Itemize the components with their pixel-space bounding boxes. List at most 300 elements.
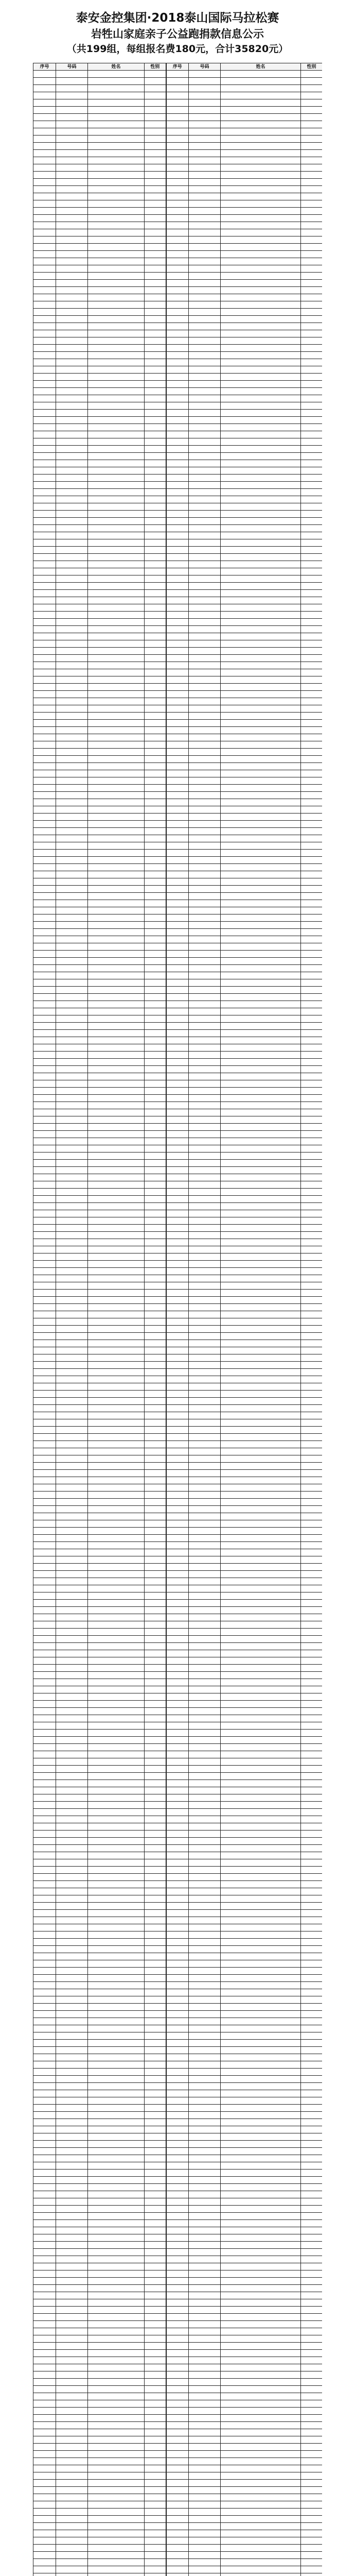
table-row xyxy=(33,121,323,128)
table-row xyxy=(33,2119,323,2126)
table-cell xyxy=(221,2227,301,2234)
table-cell xyxy=(166,1239,189,1246)
table-cell xyxy=(33,323,56,330)
table-cell xyxy=(189,1578,221,1585)
table-cell xyxy=(33,1816,56,1823)
table-cell xyxy=(189,1852,221,1859)
table-cell xyxy=(145,2487,166,2494)
table-cell xyxy=(221,107,301,114)
table-cell xyxy=(56,2307,88,2314)
table-cell xyxy=(88,2386,145,2393)
table-cell xyxy=(221,1427,301,1434)
table-cell xyxy=(145,2285,166,2292)
table-cell xyxy=(145,121,166,128)
table-row xyxy=(33,1196,323,1203)
table-cell xyxy=(221,381,301,388)
table-cell xyxy=(56,1203,88,1210)
table-row xyxy=(33,482,323,489)
table-cell xyxy=(56,71,88,78)
table-cell xyxy=(88,1924,145,1931)
table-cell xyxy=(189,1996,221,2004)
table-cell xyxy=(221,1181,301,1189)
table-cell xyxy=(301,1174,323,1181)
table-cell xyxy=(189,1975,221,1982)
table-cell xyxy=(56,1008,88,1015)
table-cell xyxy=(33,1311,56,1318)
table-cell xyxy=(189,511,221,518)
table-row xyxy=(33,2004,323,2011)
table-cell xyxy=(301,1391,323,1398)
table-cell xyxy=(189,1160,221,1167)
table-cell xyxy=(145,1542,166,1549)
table-cell xyxy=(145,395,166,402)
table-cell xyxy=(88,337,145,345)
table-cell xyxy=(166,1311,189,1318)
table-cell xyxy=(88,1867,145,1874)
table-cell xyxy=(189,1809,221,1816)
table-cell xyxy=(88,756,145,763)
table-cell xyxy=(145,1052,166,1059)
table-cell xyxy=(221,309,301,316)
table-cell xyxy=(221,857,301,864)
table-cell xyxy=(166,1960,189,1968)
table-cell xyxy=(145,720,166,727)
table-cell xyxy=(56,958,88,965)
table-cell xyxy=(33,900,56,907)
table-row xyxy=(33,2011,323,2018)
table-cell xyxy=(166,323,189,330)
table-row xyxy=(33,2256,323,2263)
table-cell xyxy=(145,1066,166,1073)
table-row xyxy=(33,229,323,236)
table-cell xyxy=(189,2393,221,2400)
table-row xyxy=(33,1203,323,1210)
table-row xyxy=(33,2552,323,2559)
table-cell xyxy=(301,1167,323,1174)
table-cell xyxy=(56,814,88,821)
table-cell xyxy=(56,2335,88,2343)
table-cell xyxy=(145,1794,166,1802)
table-cell xyxy=(56,1376,88,1383)
table-cell xyxy=(145,2025,166,2032)
table-row xyxy=(33,1686,323,1693)
table-cell xyxy=(88,2213,145,2220)
table-cell xyxy=(88,2227,145,2234)
table-cell xyxy=(56,446,88,453)
table-row xyxy=(33,907,323,914)
table-cell xyxy=(145,92,166,99)
table-cell xyxy=(56,1528,88,1535)
table-cell xyxy=(189,2090,221,2097)
table-cell xyxy=(166,2415,189,2422)
table-cell xyxy=(166,648,189,655)
table-cell xyxy=(56,1153,88,1160)
table-cell xyxy=(88,374,145,381)
table-cell xyxy=(145,1881,166,1888)
table-cell xyxy=(301,878,323,886)
table-cell xyxy=(88,871,145,878)
table-cell xyxy=(33,352,56,359)
table-cell xyxy=(221,1297,301,1304)
table-cell xyxy=(189,936,221,943)
table-cell xyxy=(33,417,56,424)
table-cell xyxy=(88,2076,145,2083)
table-cell xyxy=(33,2537,56,2545)
table-cell xyxy=(88,345,145,352)
table-cell xyxy=(221,604,301,612)
table-cell xyxy=(56,2242,88,2249)
table-cell xyxy=(301,943,323,951)
table-cell xyxy=(88,1492,145,1499)
table-cell xyxy=(221,1434,301,1441)
table-row xyxy=(33,1131,323,1138)
table-cell xyxy=(33,2270,56,2278)
table-row xyxy=(33,590,323,597)
table-cell xyxy=(221,417,301,424)
table-cell xyxy=(166,900,189,907)
table-cell xyxy=(145,1845,166,1852)
table-row xyxy=(33,814,323,821)
table-cell xyxy=(221,958,301,965)
table-cell xyxy=(145,2040,166,2047)
table-cell xyxy=(221,244,301,251)
roster-table xyxy=(33,63,322,2576)
table-cell xyxy=(166,1015,189,1023)
table-cell xyxy=(88,1607,145,1614)
table-cell xyxy=(221,2501,301,2509)
table-cell xyxy=(145,2530,166,2537)
table-cell xyxy=(56,1116,88,1124)
table-cell xyxy=(189,1737,221,1744)
table-cell xyxy=(166,619,189,626)
table-cell xyxy=(56,229,88,236)
table-cell xyxy=(145,1239,166,1246)
table-cell xyxy=(301,698,323,705)
table-cell xyxy=(33,1614,56,1621)
table-row xyxy=(33,1657,323,1665)
table-cell xyxy=(88,698,145,705)
table-cell xyxy=(166,842,189,850)
table-cell xyxy=(189,662,221,669)
table-cell xyxy=(189,835,221,842)
table-cell xyxy=(145,2119,166,2126)
table-row xyxy=(33,164,323,172)
table-cell xyxy=(166,460,189,467)
table-row xyxy=(33,2170,323,2177)
table-cell xyxy=(145,244,166,251)
table-cell xyxy=(189,763,221,770)
table-cell xyxy=(33,1427,56,1434)
table-cell xyxy=(33,2119,56,2126)
table-cell xyxy=(88,1975,145,1982)
table-cell xyxy=(301,763,323,770)
table-cell xyxy=(189,467,221,474)
table-cell xyxy=(145,943,166,951)
table-cell xyxy=(88,619,145,626)
table-cell xyxy=(88,1953,145,1960)
table-cell xyxy=(221,792,301,799)
table-cell xyxy=(221,1960,301,1968)
table-cell xyxy=(33,2472,56,2480)
table-cell xyxy=(56,143,88,150)
table-cell xyxy=(88,366,145,374)
table-cell xyxy=(33,2170,56,2177)
table-cell xyxy=(145,2422,166,2429)
table-cell xyxy=(88,929,145,936)
table-cell xyxy=(33,1261,56,1268)
table-cell xyxy=(166,1059,189,1066)
table-cell xyxy=(145,1621,166,1629)
table-cell xyxy=(189,1535,221,1542)
table-cell xyxy=(166,2198,189,2206)
table-cell xyxy=(88,1831,145,1838)
table-body xyxy=(33,71,323,2576)
table-cell xyxy=(56,2198,88,2206)
table-cell xyxy=(301,2032,323,2040)
table-cell xyxy=(221,749,301,756)
table-cell xyxy=(301,734,323,741)
table-cell xyxy=(33,785,56,792)
table-cell xyxy=(301,92,323,99)
table-cell xyxy=(33,1852,56,1859)
table-cell xyxy=(56,1275,88,1282)
table-cell xyxy=(221,2393,301,2400)
table-cell xyxy=(33,2242,56,2249)
table-cell xyxy=(33,1477,56,1484)
table-cell xyxy=(221,1499,301,1506)
table-cell xyxy=(221,1737,301,1744)
table-row xyxy=(33,1917,323,1924)
table-cell xyxy=(88,1253,145,1261)
table-row xyxy=(33,301,323,309)
table-cell xyxy=(56,1838,88,1845)
table-cell xyxy=(33,1333,56,1340)
table-cell xyxy=(221,575,301,583)
table-cell xyxy=(56,1578,88,1585)
table-cell xyxy=(166,763,189,770)
table-row xyxy=(33,265,323,273)
table-cell xyxy=(145,554,166,561)
table-cell xyxy=(56,2436,88,2444)
table-cell xyxy=(301,1477,323,1484)
table-cell xyxy=(33,2069,56,2076)
table-cell xyxy=(33,1542,56,1549)
table-row xyxy=(33,575,323,583)
table-cell xyxy=(56,2278,88,2285)
table-row xyxy=(33,193,323,200)
table-cell xyxy=(189,2083,221,2090)
table-cell xyxy=(166,2090,189,2097)
table-cell xyxy=(189,1340,221,1347)
table-cell xyxy=(33,1787,56,1794)
table-cell xyxy=(33,1643,56,1650)
table-cell xyxy=(88,1441,145,1448)
table-cell xyxy=(33,99,56,107)
table-cell xyxy=(189,345,221,352)
table-cell xyxy=(301,2371,323,2379)
table-cell xyxy=(56,316,88,323)
table-cell xyxy=(166,2545,189,2552)
table-cell xyxy=(301,914,323,922)
table-cell xyxy=(33,1946,56,1953)
table-cell xyxy=(33,2451,56,2458)
table-cell xyxy=(33,446,56,453)
table-cell xyxy=(88,936,145,943)
table-cell xyxy=(166,2220,189,2227)
table-cell xyxy=(301,583,323,590)
table-cell xyxy=(56,821,88,828)
table-cell xyxy=(166,1492,189,1499)
table-cell xyxy=(166,1528,189,1535)
table-cell xyxy=(88,612,145,619)
table-cell xyxy=(56,1737,88,1744)
table-cell xyxy=(56,2516,88,2523)
table-cell xyxy=(88,1614,145,1621)
table-cell xyxy=(33,1052,56,1059)
table-cell xyxy=(145,1297,166,1304)
table-row xyxy=(33,828,323,835)
table-cell xyxy=(56,640,88,648)
table-cell xyxy=(88,244,145,251)
table-cell xyxy=(88,1239,145,1246)
table-cell xyxy=(88,1996,145,2004)
table-cell xyxy=(33,438,56,446)
table-cell xyxy=(221,886,301,893)
table-cell xyxy=(88,2321,145,2328)
table-cell xyxy=(88,2097,145,2105)
table-cell xyxy=(221,1354,301,1362)
table-cell xyxy=(88,1383,145,1391)
table-cell xyxy=(145,143,166,150)
table-row xyxy=(33,713,323,720)
table-cell xyxy=(33,1080,56,1088)
table-cell xyxy=(145,2472,166,2480)
table-cell xyxy=(145,1455,166,1463)
table-cell xyxy=(56,1282,88,1290)
table-cell xyxy=(189,1701,221,1708)
table-cell xyxy=(33,1672,56,1679)
table-cell xyxy=(56,886,88,893)
table-cell xyxy=(166,1888,189,1895)
table-cell xyxy=(56,236,88,244)
table-cell xyxy=(221,1369,301,1376)
table-cell xyxy=(56,395,88,402)
table-row xyxy=(33,323,323,330)
table-cell xyxy=(221,1311,301,1318)
table-cell xyxy=(145,2516,166,2523)
table-cell xyxy=(301,309,323,316)
table-cell xyxy=(221,2270,301,2278)
table-cell xyxy=(88,1427,145,1434)
table-cell xyxy=(33,359,56,366)
table-cell xyxy=(221,2213,301,2220)
table-cell xyxy=(221,568,301,575)
table-cell xyxy=(88,1520,145,1528)
table-cell xyxy=(145,575,166,583)
table-cell xyxy=(301,2299,323,2307)
table-cell xyxy=(145,713,166,720)
table-cell xyxy=(56,2032,88,2040)
table-cell xyxy=(221,1520,301,1528)
table-cell xyxy=(301,1268,323,1275)
table-row xyxy=(33,2025,323,2032)
table-cell xyxy=(88,2234,145,2242)
table-cell xyxy=(166,1455,189,1463)
table-cell xyxy=(189,1636,221,1643)
table-cell xyxy=(301,193,323,200)
table-row xyxy=(33,1693,323,1701)
table-row xyxy=(33,1153,323,1160)
table-cell xyxy=(88,2523,145,2530)
table-cell xyxy=(145,2090,166,2097)
table-cell xyxy=(166,1268,189,1275)
table-cell xyxy=(221,1650,301,1657)
table-cell xyxy=(56,590,88,597)
table-cell xyxy=(221,2112,301,2119)
table-cell xyxy=(88,2148,145,2155)
table-cell xyxy=(221,280,301,287)
table-cell xyxy=(166,467,189,474)
table-cell xyxy=(56,2285,88,2292)
table-cell xyxy=(189,236,221,244)
table-cell xyxy=(33,229,56,236)
table-cell xyxy=(221,2061,301,2069)
table-row xyxy=(33,1751,323,1758)
table-cell xyxy=(56,2350,88,2357)
table-cell xyxy=(56,1867,88,1874)
table-cell xyxy=(88,633,145,640)
table-cell xyxy=(221,914,301,922)
table-cell xyxy=(88,965,145,972)
table-cell xyxy=(189,229,221,236)
table-cell xyxy=(33,828,56,835)
table-cell xyxy=(56,2487,88,2494)
table-cell xyxy=(301,1845,323,1852)
table-cell xyxy=(56,1052,88,1059)
table-cell xyxy=(88,2061,145,2069)
table-cell xyxy=(189,1311,221,1318)
table-cell xyxy=(145,1722,166,1730)
table-cell xyxy=(189,575,221,583)
table-cell xyxy=(56,770,88,777)
table-cell xyxy=(145,1946,166,1953)
table-cell xyxy=(145,1369,166,1376)
table-row xyxy=(33,1650,323,1657)
table-row xyxy=(33,222,323,229)
table-cell xyxy=(301,1809,323,1816)
table-cell xyxy=(145,1643,166,1650)
table-cell xyxy=(189,323,221,330)
table-cell xyxy=(56,972,88,979)
table-cell xyxy=(301,619,323,626)
table-cell xyxy=(189,713,221,720)
table-cell xyxy=(88,2263,145,2270)
table-cell xyxy=(166,2357,189,2364)
table-cell xyxy=(189,366,221,374)
table-cell xyxy=(221,669,301,676)
table-cell xyxy=(33,979,56,987)
table-cell xyxy=(33,251,56,258)
table-row xyxy=(33,71,323,78)
table-row xyxy=(33,1441,323,1448)
table-cell xyxy=(56,467,88,474)
table-cell xyxy=(33,878,56,886)
table-cell xyxy=(166,1578,189,1585)
table-cell xyxy=(145,1073,166,1080)
table-cell xyxy=(56,575,88,583)
table-cell xyxy=(145,633,166,640)
table-cell xyxy=(166,2530,189,2537)
